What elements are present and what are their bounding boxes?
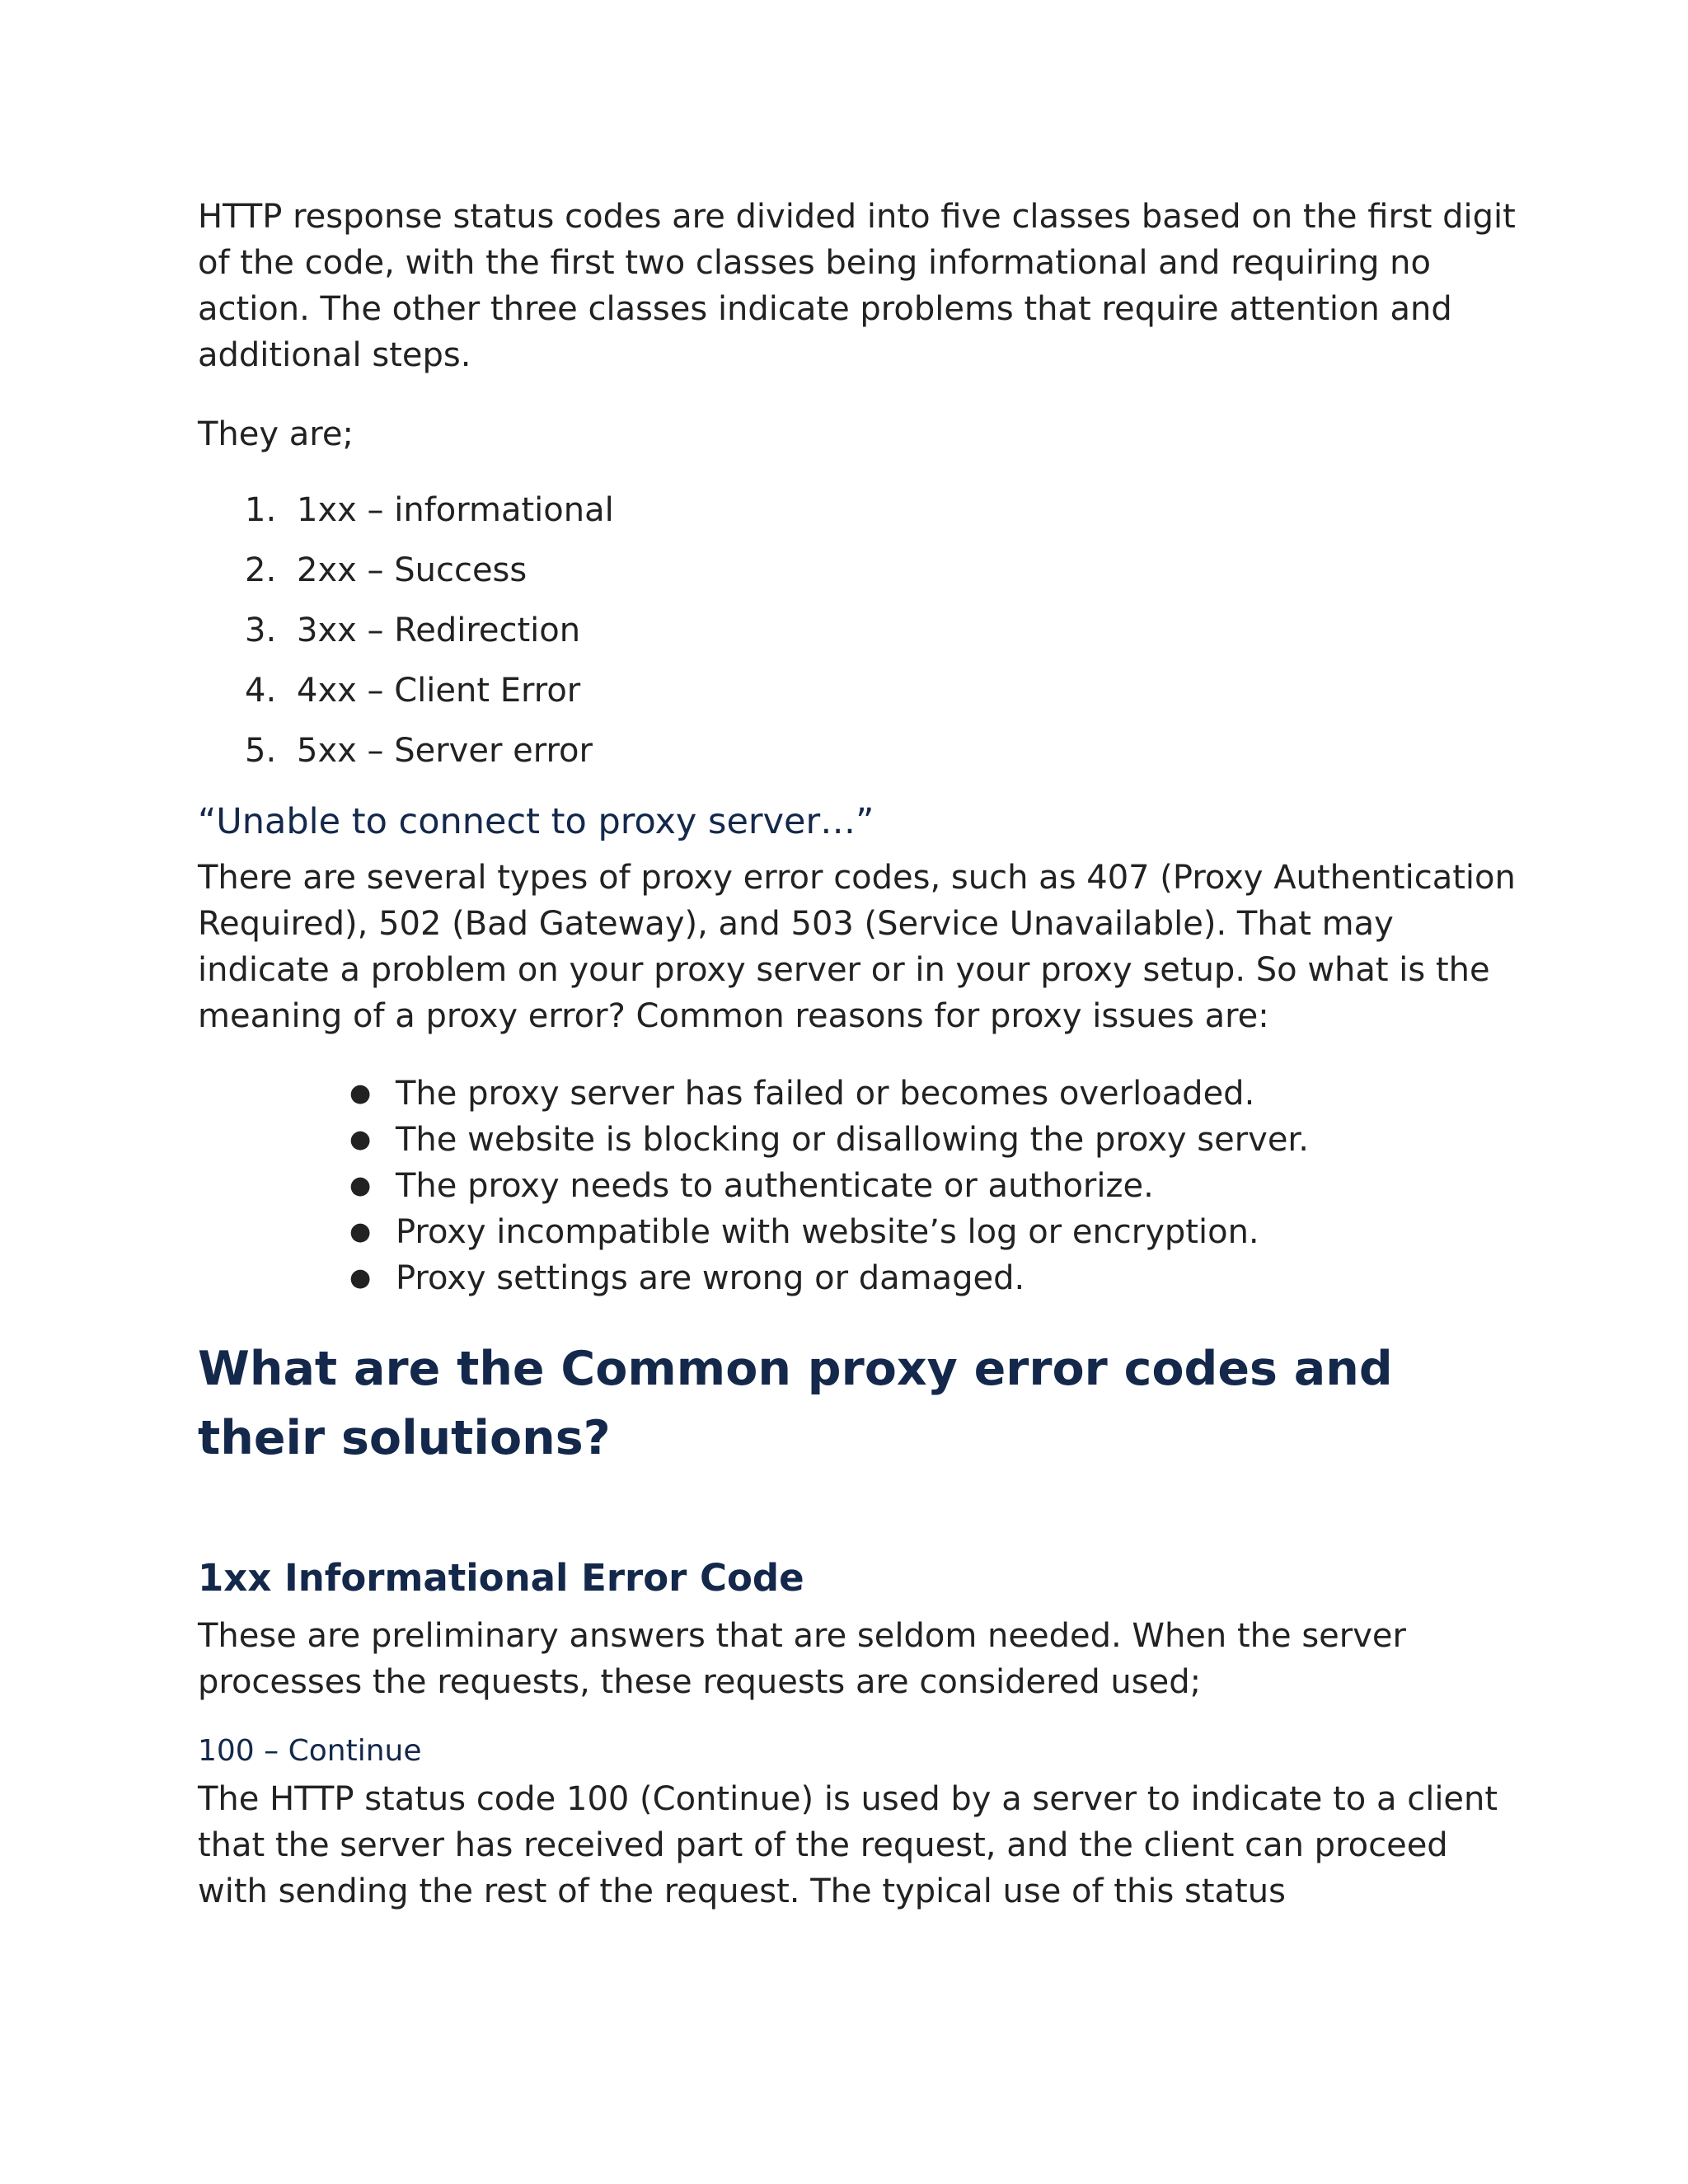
list-item-text: 1xx – informational: [297, 491, 614, 529]
list-item: [245, 607, 1517, 654]
list-item: [349, 1255, 1517, 1301]
list-item-text: The website is blocking or disallowing the proxy server.: [396, 1121, 1309, 1159]
code-heading: 100 – Continue: [198, 1734, 422, 1768]
list-item-text: 4xx – Client Error: [297, 672, 581, 710]
list-item-text: Proxy incompatible with website’s log or encryption.: [396, 1213, 1259, 1251]
list-item-text: The proxy server has failed or becomes overloaded.: [396, 1075, 1255, 1113]
list-item: [349, 1163, 1517, 1209]
section-paragraph: These are preliminary answers that are seldom needed. When the server processes the requests, these requests are considered used;: [198, 1617, 1406, 1701]
list-number: 3.: [245, 612, 277, 649]
they-are-text: They are;: [198, 415, 354, 453]
list-item-text: Proxy settings are wrong or damaged.: [396, 1259, 1025, 1297]
list-item-text: 3xx – Redirection: [297, 612, 581, 649]
list-item: [245, 547, 1517, 593]
proxy-reasons-list: [198, 1071, 1517, 1301]
bullet-icon: ●: [349, 1079, 372, 1108]
list-number: 4.: [245, 672, 277, 710]
proxy-paragraph: There are several types of proxy error codes, such as 407 (Proxy Authentication Required), 502 (Bad Gateway), and 503 (Service Unavailable). That may indicate a problem on your proxy server or in your proxy setup. So what is the meaning of a proxy error? Common reasons for proxy issues are:: [198, 859, 1516, 1035]
list-item: [245, 728, 1517, 774]
bullet-icon: ●: [349, 1171, 372, 1200]
bullet-icon: ●: [349, 1217, 372, 1246]
list-item-text: 2xx – Success: [297, 551, 528, 589]
list-item: [245, 668, 1517, 714]
list-number: 1.: [245, 491, 277, 529]
list-number: 5.: [245, 732, 277, 770]
bullet-icon: ●: [349, 1263, 372, 1292]
list-item: [245, 487, 1517, 533]
list-item: [349, 1071, 1517, 1117]
list-item: [349, 1117, 1517, 1163]
list-item-text: 5xx – Server error: [297, 732, 593, 770]
list-number: 2.: [245, 551, 277, 589]
bullet-icon: ●: [349, 1125, 372, 1154]
document-page: [198, 194, 1517, 1915]
code-paragraph: The HTTP status code 100 (Continue) is used by a server to indicate to a client that the server has received part of the request, and the client can proceed with sending the rest of the request. The typical use of this status: [198, 1780, 1498, 1910]
status-class-list: [198, 487, 1517, 774]
section-heading: 1xx Informational Error Code: [198, 1556, 804, 1600]
proxy-subheading: “Unable to connect to proxy server…”: [198, 801, 874, 842]
list-item: [349, 1209, 1517, 1255]
intro-paragraph: HTTP response status codes are divided into five classes based on the first digit of the code, with the first two classes being informational and requiring no action. The other three classes indicate problems that require attention and additional steps.: [198, 198, 1516, 374]
main-heading: What are the Common proxy error codes and their solutions?: [198, 1342, 1393, 1465]
list-item-text: The proxy needs to authenticate or authorize.: [396, 1167, 1154, 1205]
